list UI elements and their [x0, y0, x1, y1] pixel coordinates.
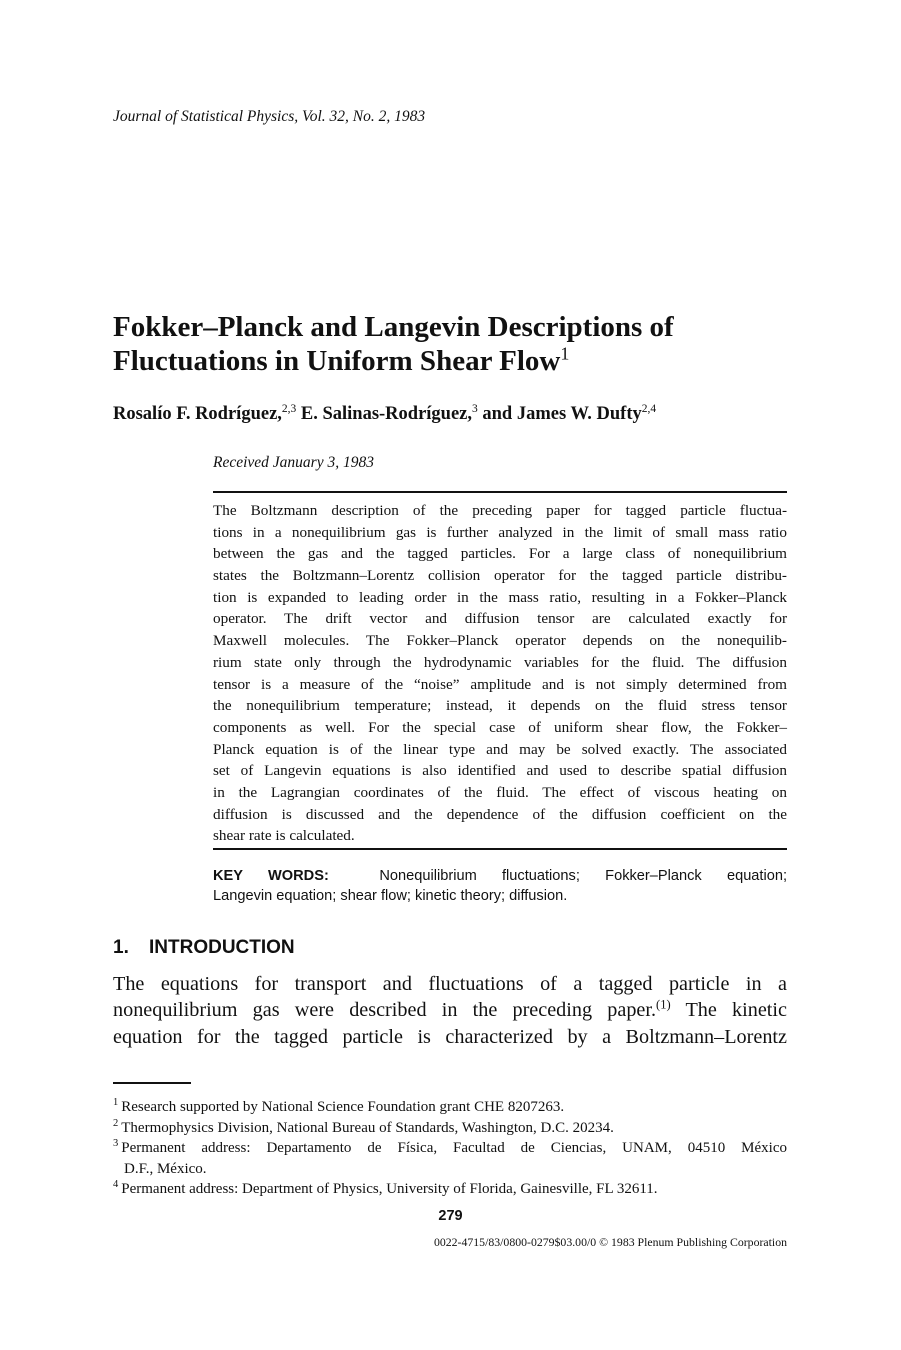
footnote: [113, 1118, 787, 1139]
author-name: E. Salinas-Rodríguez,: [300, 404, 473, 424]
keywords-line-1: [213, 866, 787, 886]
page-number: 279: [438, 1208, 463, 1224]
abstract-line: states the Boltzmann–Lorentz collision operator for the tagged particle distribu-: [213, 567, 787, 585]
body-line: [113, 997, 787, 1023]
footnote-text: Permanent address: Department of Physics, University of Florida, Gainesville, FL 32611.: [121, 1181, 658, 1198]
footnote-continuation: D.F., México.: [124, 1160, 207, 1177]
footnote-mark: 1: [113, 1097, 119, 1108]
abstract-line: The Boltzmann description of the preceding paper for tagged particle fluctua-: [213, 502, 787, 519]
footnote-rule: [113, 1082, 191, 1084]
body-line-text: The kinetic: [670, 999, 787, 1022]
section-heading: [113, 937, 295, 959]
body-paragraph: [113, 971, 787, 1050]
keywords-text: Nonequilibrium fluctuations; Fokker–Planck equation;: [379, 868, 788, 884]
footnotes: [113, 1097, 787, 1200]
abstract-line: components as well. For the special case of uniform shear flow, the Fokker–: [213, 718, 787, 736]
author-affiliation: 2,3: [281, 402, 297, 415]
copyright-line: 0022-4715/83/0800-0279$03.00/0 © 1983 Plenum Publishing Corporation: [433, 1235, 787, 1249]
citation-ref: (1): [656, 997, 671, 1012]
abstract-line: the nonequilibrium temperature; instead, it depends on the fluid stress tensor: [213, 697, 787, 715]
keywords: [213, 866, 787, 906]
footnote: [113, 1097, 787, 1118]
abstract-line: Planck equation is of the linear type and may be solved exactly. The associated: [213, 740, 787, 758]
footnote: [113, 1138, 787, 1159]
author-name: and James W. Dufty: [482, 404, 642, 424]
section-number: 1.: [113, 937, 129, 958]
abstract-bottom-rule: [213, 848, 787, 850]
abstract-line: operator. The drift vector and diffusion tensor are calculated exactly for: [213, 610, 787, 628]
title-line-2: [113, 344, 793, 378]
abstract-line: set of Langevin equations is also identified and used to describe spatial diffusion: [213, 762, 787, 780]
author-name: Rosalío F. Rodríguez,: [113, 404, 282, 424]
abstract-line: tensor is a measure of the “noise” amplitude and is not simply determined from: [213, 675, 787, 693]
footnote-mark: 2: [113, 1117, 119, 1129]
title-line-2-text: Fluctuations in Uniform Shear Flow: [113, 345, 561, 377]
section-title: INTRODUCTION: [149, 937, 295, 958]
abstract-line: Maxwell molecules. The Fokker–Planck operator depends on the nonequilib-: [213, 632, 787, 650]
title-line-1: Fokker–Planck and Langevin Descriptions of: [113, 311, 674, 343]
title-footnote-mark: 1: [560, 343, 570, 364]
abstract-line: tion is expanded to leading order in the mass ratio, resulting in a Fokker–Planck: [213, 588, 787, 606]
body-line: equation for the tagged particle is characterized by a Boltzmann–Lorentz: [113, 1025, 787, 1048]
received-date: Received January 3, 1983: [213, 454, 374, 471]
journal-citation: Journal of Statistical Physics, Vol. 32, No. 2, 1983: [113, 108, 426, 125]
abstract-line: shear rate is calculated.: [213, 827, 355, 845]
keywords-line-2: Langevin equation; shear flow; kinetic theory; diffusion.: [213, 888, 568, 904]
abstract-line: diffusion is discussed and the dependence of the diffusion coefficient on the: [213, 805, 787, 823]
abstract-top-rule: [213, 491, 787, 493]
body-line-text: nonequilibrium gas were described in the preceding paper.: [113, 999, 657, 1022]
footnote-text: Research supported by National Science Foundation grant CHE 8207263.: [121, 1099, 565, 1115]
footnote-mark: 4: [113, 1179, 119, 1191]
article-title: [113, 310, 793, 378]
footnote-mark: 3: [113, 1138, 119, 1150]
author-list: [113, 404, 656, 425]
body-line: The equations for transport and fluctuations of a tagged particle in a: [113, 973, 787, 995]
footnote-text: Permanent address: Departamento de Física, Facultad de Ciencias, UNAM, 04510 México: [121, 1140, 787, 1157]
footnote-text: Thermophysics Division, National Bureau of Standards, Washington, D.C. 20234.: [121, 1119, 614, 1136]
footnote: [113, 1179, 787, 1200]
abstract-line: rium state only through the hydrodynamic variables for the fluid. The diffusion: [213, 653, 787, 671]
abstract-line: between the gas and the tagged particles. For a large class of nonequilibrium: [213, 545, 787, 563]
keywords-label: KEY WORDS:: [213, 868, 329, 884]
author-affiliation: 2,4: [641, 402, 657, 415]
abstract-line: tions in a nonequilibrium gas is further analyzed in the limit of small mass ratio: [213, 523, 787, 541]
abstract: [213, 500, 787, 847]
abstract-line: in the Lagrangian coordinates of the fluid. The effect of viscous heating on: [213, 783, 787, 801]
author-affiliation: 3: [472, 402, 478, 415]
